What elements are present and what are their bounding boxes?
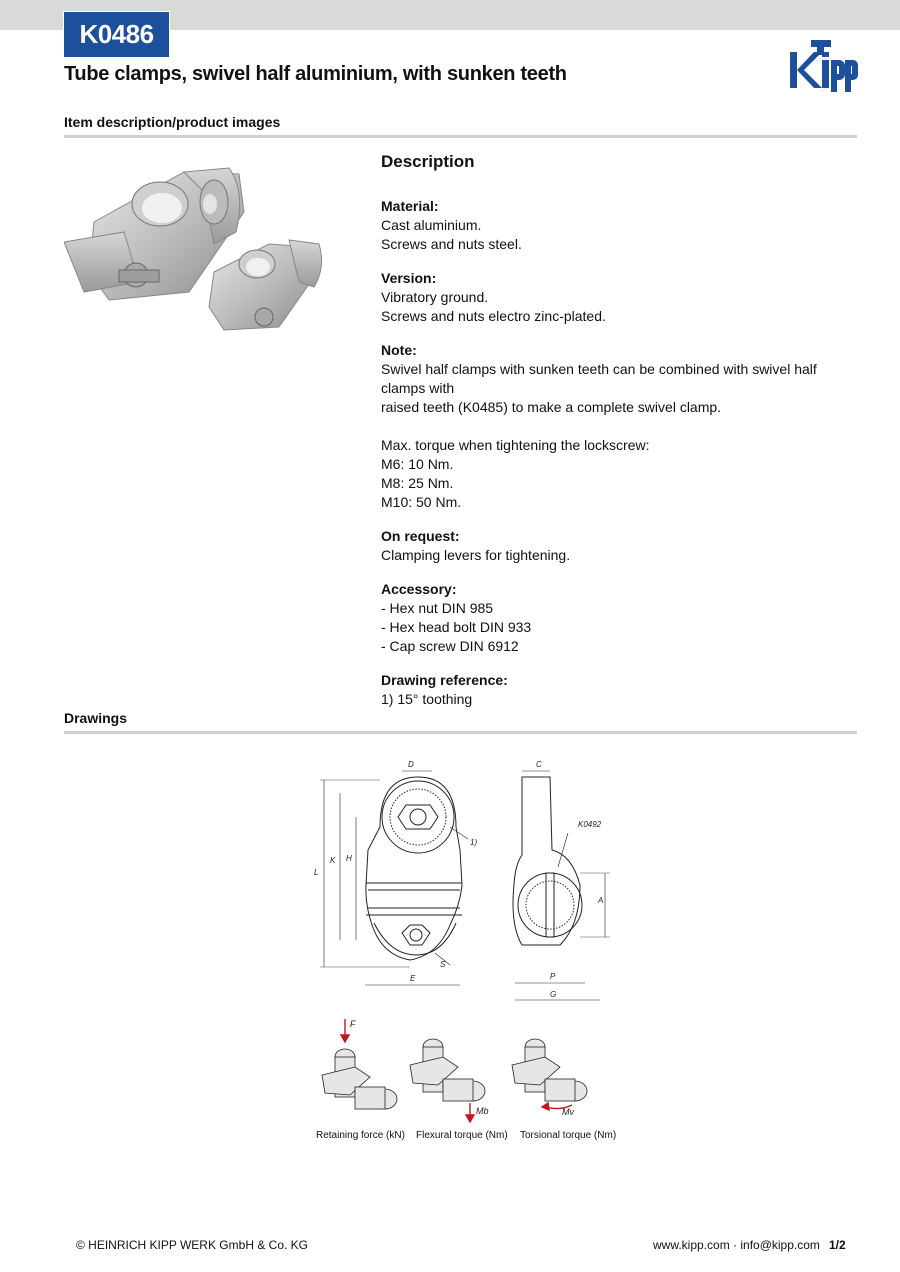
note-label: Note: — [381, 342, 417, 358]
dim-label-s: S — [440, 960, 446, 969]
torque-line: Max. torque when tightening the lockscrew: — [381, 437, 650, 453]
torsion-arrow-icon — [542, 1103, 549, 1110]
footer-contact: www.kipp.com · info@kipp.com — [653, 1238, 820, 1252]
spacer — [381, 417, 861, 436]
accessory-label: Accessory: — [381, 581, 457, 597]
dim-label-e: E — [410, 974, 416, 983]
drawing-reference-block — [381, 671, 861, 709]
torque-line: M10: 50 Nm. — [381, 494, 462, 510]
product-code-badge: K0486 — [64, 12, 169, 57]
dim-label-h: H — [346, 854, 352, 863]
section-divider — [64, 135, 857, 138]
description-heading: Description — [381, 152, 475, 171]
note-block — [381, 341, 861, 512]
logo-text: Kipp — [821, 91, 824, 92]
version-line: Vibratory ground. — [381, 289, 489, 305]
version-label: Version: — [381, 270, 437, 286]
material-label: Material: — [381, 198, 439, 214]
dim-label-k: K — [330, 856, 336, 865]
footer-copyright: © HEINRICH KIPP WERK GmbH & Co. KG — [76, 1238, 308, 1252]
note-line: raised teeth (K0485) to make a complete swivel clamp. — [381, 399, 722, 415]
on-request-block — [381, 527, 861, 565]
caption-retaining-force: Retaining force (kN) — [316, 1130, 405, 1141]
accessory-line: - Hex nut DIN 985 — [381, 600, 494, 616]
section-drawings: Drawings — [64, 710, 128, 726]
footer-page-number: 1/2 — [829, 1238, 846, 1252]
on-request-line: Clamping levers for tightening. — [381, 547, 571, 563]
torque-line: M6: 10 Nm. — [381, 456, 454, 472]
page-title: Tube clamps, swivel half aluminium, with sunken teeth — [64, 63, 567, 85]
accessory-line: - Hex head bolt DIN 933 — [381, 619, 532, 635]
kipp-logo — [784, 38, 858, 92]
caption-flexural-torque: Flexural torque (Nm) — [416, 1130, 508, 1141]
dim-label-a: A — [598, 896, 604, 905]
dim-label-d: D — [408, 760, 414, 769]
section-item-description: Item description/product images — [64, 114, 281, 130]
drawing-note-1: 1) — [470, 838, 478, 847]
load-diagrams — [310, 1015, 620, 1130]
load-label-f: F — [350, 1019, 356, 1029]
torque-line: M8: 25 Nm. — [381, 475, 454, 491]
dim-label-g: G — [550, 990, 557, 999]
accessory-block — [381, 580, 861, 656]
accessory-line: - Cap screw DIN 6912 — [381, 638, 519, 654]
load-label-mv: Mv — [562, 1107, 574, 1117]
version-block — [381, 269, 861, 326]
note-line: Swivel half clamps with sunken teeth can be combined with swivel half clamps with — [381, 361, 817, 396]
material-block — [381, 197, 861, 254]
drawing-reference-label: Drawing reference: — [381, 672, 508, 688]
description-panel — [381, 152, 861, 724]
version-line: Screws and nuts electro zinc-plated. — [381, 308, 606, 324]
drawing-ref-k0492: K0492 — [578, 820, 602, 829]
flexural-arrow-icon — [466, 1115, 474, 1122]
on-request-label: On request: — [381, 528, 460, 544]
product-photo — [64, 152, 326, 340]
technical-drawing — [310, 755, 620, 1010]
dim-label-c: C — [536, 760, 542, 769]
caption-torsional-torque: Torsional torque (Nm) — [520, 1130, 617, 1141]
load-label-mb: Mb — [476, 1106, 489, 1116]
dim-label-p: P — [550, 972, 556, 981]
drawing-reference-line: 1) 15° toothing — [381, 691, 473, 707]
material-line: Cast aluminium. — [381, 217, 482, 233]
force-arrow-icon — [341, 1035, 349, 1042]
section-divider — [64, 731, 857, 734]
material-line: Screws and nuts steel. — [381, 236, 522, 252]
dim-label-l: L — [314, 868, 319, 877]
